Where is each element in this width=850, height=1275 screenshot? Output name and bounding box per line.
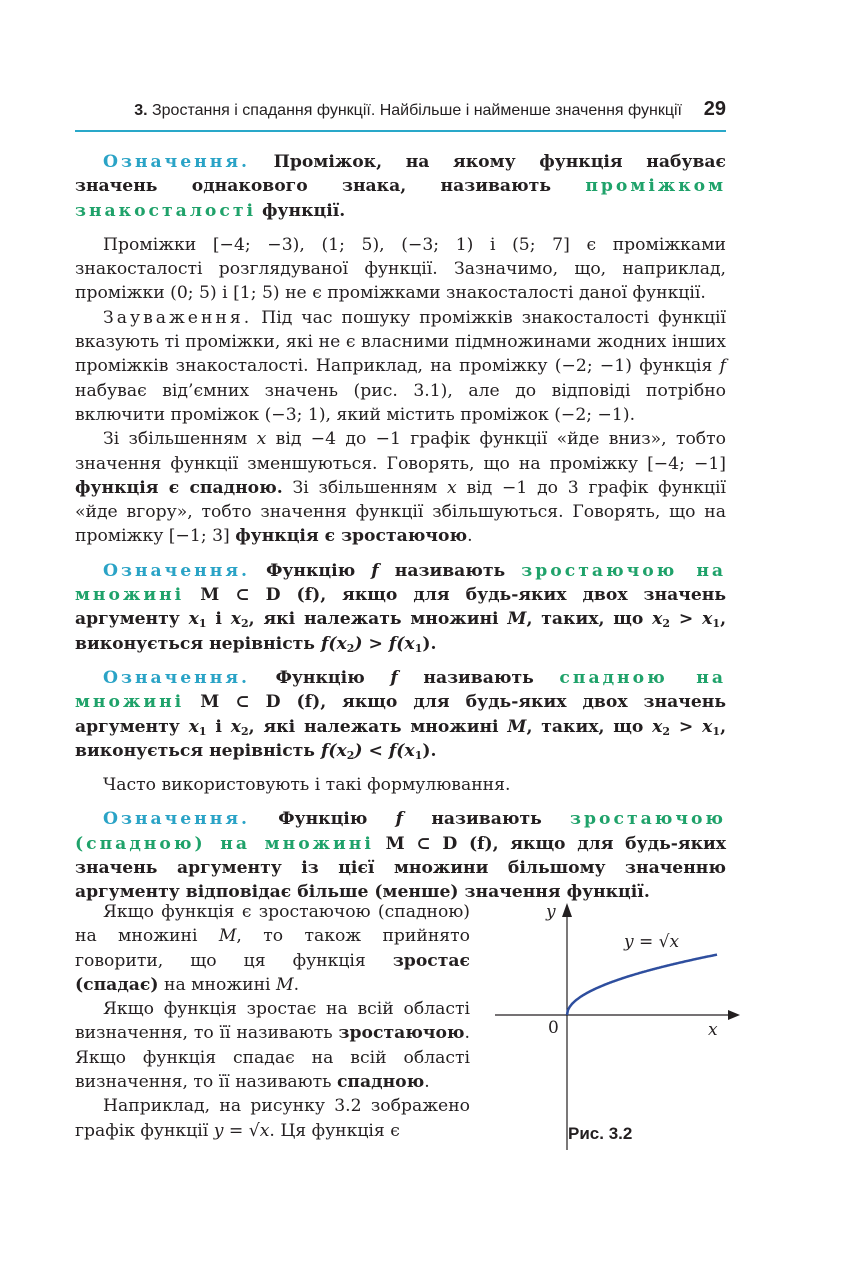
text: , таких, що: [526, 716, 644, 737]
text: M ⊂ D (f), якщо для будь-яких двох значень аргументу: [75, 585, 727, 630]
text: ).: [422, 633, 437, 654]
paragraph-intervals: Проміжки [−4; −3), (1; 5), (−3; 1) і (5; 7] є проміжками знакосталості розглядуваної функції. Зазначимо, що, наприклад, проміжки (0; 5) і [1; 5) не є проміжками знакосталості даної функції.: [75, 234, 726, 304]
text: Функцію: [266, 560, 356, 581]
math-x: x: [188, 609, 199, 630]
def-text: Проміжок, на якому функція набуває значень однакового знака, називають: [75, 152, 727, 197]
bold-text: функція є спадною.: [75, 477, 283, 498]
text: M ⊂ D (f), якщо для будь-яких двох значень аргументу: [75, 692, 727, 737]
math-expr: ) < f(x: [354, 740, 415, 761]
origin-label: 0: [548, 1018, 559, 1038]
text: .: [467, 526, 473, 547]
math-f: f: [390, 667, 398, 688]
subscript: 1: [198, 617, 207, 631]
main-text: [75, 150, 726, 915]
math-x: x: [447, 477, 457, 498]
defined-term: спадною на множині: [75, 667, 727, 713]
bold-text: зростає (спадає): [75, 950, 470, 995]
defined-term: зростаючою (спадною) на множині: [75, 809, 727, 854]
text: Під час пошуку проміжків знакосталості функції вказують ті проміжки, які не є власними підмножинами жодних інших проміжків знакосталості. Наприклад, на проміжку (−2; −1) функція: [75, 307, 726, 377]
text: називають: [431, 809, 542, 830]
definition-increasing: [75, 559, 726, 656]
page-number: 29: [703, 98, 726, 120]
subscript: 1: [198, 724, 207, 738]
text: , виконується нерівність: [75, 716, 727, 761]
subscript: 2: [241, 724, 249, 738]
bold-text: зростаючою: [338, 1023, 465, 1044]
section-title: Зростання і спадання функції. Найбільше і найменше значення функції: [151, 102, 682, 119]
math-x: x: [652, 716, 663, 737]
curve-label: y = √x: [624, 932, 680, 952]
bold-text: спадною: [336, 1072, 425, 1093]
text: Зі збільшенням: [103, 429, 248, 450]
definition-label: Означення.: [103, 152, 251, 172]
running-header: [75, 96, 726, 132]
math-m: M: [276, 974, 294, 995]
math-x: x: [702, 716, 713, 737]
text: . Якщо функція спадає на всій області визначення, то її називають: [75, 1023, 470, 1093]
paragraph-example-sqrt: [75, 1094, 470, 1143]
subscript: 2: [241, 617, 249, 631]
defined-term: проміжком знакосталості: [75, 176, 727, 221]
bottom-text-column: [75, 900, 470, 1143]
paragraph-increases-on-set: [75, 900, 470, 997]
text: набуває від’ємних значень (рис. 3.1), але до відповіді потрібно включити проміжок (−3; 1), який містить проміжок (−2; −1).: [75, 380, 726, 425]
bold-text: функція є зростаючою: [235, 526, 468, 547]
text: .: [293, 974, 300, 995]
x-axis-label: x: [708, 1020, 718, 1040]
math-x: x: [256, 429, 267, 450]
definition-sign-constancy: [75, 150, 726, 223]
subscript: 2: [346, 641, 355, 655]
remark-label: Зауваження.: [103, 307, 253, 328]
subscript: 2: [662, 724, 671, 738]
subscript: 2: [346, 748, 355, 762]
text: і: [215, 716, 222, 737]
text: Наприклад, на рисунку 3.2 зображено графік функції: [75, 1096, 470, 1141]
text: від −4 до −1 графік функції «йде вниз», тобто значення функції зменшуються. Говорять, що на проміжку [−4; −1]: [75, 429, 727, 474]
text: і: [215, 609, 222, 630]
figure-caption: Рис. 3.2: [568, 1124, 633, 1143]
definition-decreasing: [75, 666, 726, 763]
def-text: функції.: [262, 200, 346, 221]
math-expr: f(x: [320, 633, 347, 654]
text: , виконується нерівність: [75, 609, 727, 654]
y-axis-arrow: [562, 903, 572, 917]
text: на множині: [163, 974, 271, 995]
math-f: f: [371, 560, 379, 581]
math-f: f: [719, 356, 727, 377]
math-x: x: [230, 609, 242, 630]
math-expr: f(x: [320, 740, 347, 761]
text: від −1 до 3 графік функції «йде вгору», тобто значення функції збільшуються. Говорять, що на проміжку [−1; 3]: [75, 477, 726, 547]
subscript: 1: [712, 617, 721, 631]
math-m: M: [218, 926, 237, 947]
definition-label: Означення.: [103, 560, 251, 581]
subscript: 1: [414, 641, 423, 655]
text: M ⊂ D (f), якщо для будь-яких значень аргументу із цієї множини більшому значенню аргументу відповідає більше (менше) значення функції.: [75, 833, 726, 903]
text: >: [678, 609, 694, 630]
math-x: x: [702, 609, 713, 630]
text: називають: [394, 560, 506, 581]
paragraph-remark: [75, 306, 726, 427]
subscript: 1: [712, 724, 721, 738]
text: >: [678, 716, 694, 737]
y-axis-label: y: [546, 902, 556, 922]
text: Функцію: [278, 809, 368, 830]
text: . Ця функція є: [269, 1120, 400, 1141]
figure-sqrt-graph: [490, 895, 740, 1155]
math-f: f: [395, 809, 404, 830]
text: Якщо функція є зростаючою (спадною) на множині: [75, 902, 470, 947]
text: ).: [422, 740, 437, 761]
math-x: x: [230, 716, 242, 737]
text: Якщо функція зростає на всій області визначення, то її називають: [75, 999, 470, 1044]
header-title: [134, 102, 682, 120]
defined-term: зростаючою на множині: [75, 560, 727, 606]
math-m: M: [507, 609, 527, 630]
definition-label: Означення.: [103, 809, 251, 830]
text: Функцію: [275, 667, 365, 688]
math-expr: ) > f(x: [354, 633, 415, 654]
paragraph-formulations: Часто використовують і такі формулювання.: [103, 775, 511, 796]
math-x: x: [652, 609, 663, 630]
math-formula: y = √x: [213, 1120, 270, 1141]
x-axis-arrow: [728, 1010, 740, 1020]
text: , які належать множині: [248, 609, 499, 630]
math-x: x: [188, 716, 199, 737]
paragraph-whole-domain: [75, 997, 470, 1094]
sqrt-curve: [567, 955, 717, 1015]
text: , які належать множині: [248, 716, 499, 737]
subscript: 2: [662, 617, 671, 631]
text: , таких, що: [526, 609, 644, 630]
text: , то також прийнято говорити, що ця функція: [75, 926, 470, 971]
section-number: 3.: [134, 102, 148, 119]
paragraph-monotonic-example: [75, 427, 726, 548]
text: .: [424, 1072, 430, 1093]
text: називають: [423, 667, 534, 688]
subscript: 1: [414, 748, 423, 762]
text: Зі збільшенням: [292, 477, 438, 498]
definition-increasing-decreasing: [75, 807, 726, 904]
definition-label: Означення.: [103, 667, 251, 688]
math-m: M: [507, 716, 527, 737]
